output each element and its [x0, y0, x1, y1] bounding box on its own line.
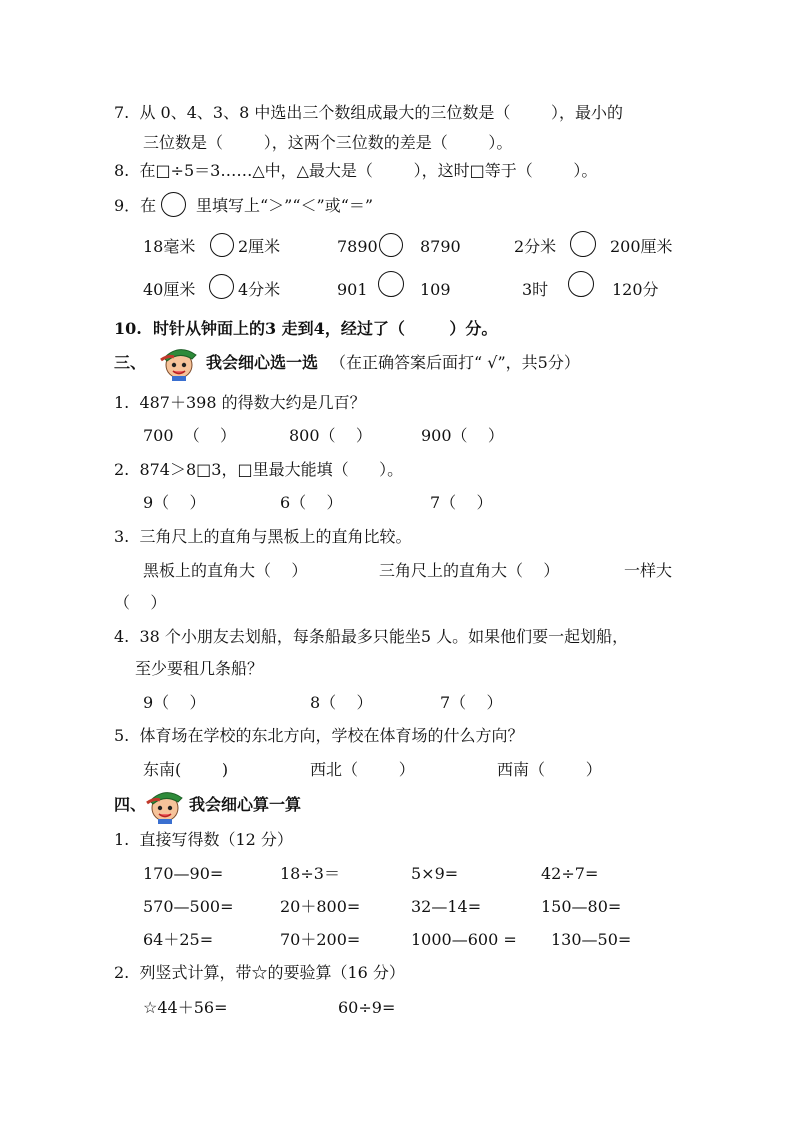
s3-q5-option-3: 西南（ ）	[497, 760, 602, 779]
s3-question-4-line-2: 至少要租几条船？	[135, 659, 264, 678]
question-10: 10. 时针从钟面上的3 走到4，经过了（ ）分。	[114, 319, 498, 338]
calc-r1-c4: 42÷7=	[541, 864, 599, 883]
section-4-number: 四、	[114, 795, 147, 814]
compare-r1-left-2: 7890	[337, 237, 378, 256]
s4-question-2: 2. 列竖式计算，带☆的要验算（16 分）	[114, 963, 405, 982]
s3-question-3: 3. 三角尺上的直角与黑板上的直角比较。	[114, 527, 412, 546]
compare-r1-right-1: 2厘米	[238, 237, 281, 256]
mascot-icon	[144, 786, 186, 824]
compare-r2-right-2: 109	[420, 280, 451, 299]
s3-q2-option-2: 6（ ）	[280, 493, 343, 512]
compare-circle-icon	[161, 192, 186, 217]
s3-q3-option-1: 黑板上的直角大（ ）	[143, 561, 308, 580]
calc-r3-c4: 130—50=	[551, 930, 632, 949]
compare-r2-left-3: 3时	[522, 280, 549, 299]
compare-r1-right-3: 200厘米	[610, 237, 673, 256]
calc-r2-c1: 570—500=	[143, 897, 234, 916]
compare-r2-left-1: 40厘米	[143, 280, 196, 299]
compare-r1-left-1: 18毫米	[143, 237, 196, 256]
calc-r3-c3: 1000—600 =	[411, 930, 517, 949]
calc-r1-c3: 5×9=	[411, 864, 459, 883]
s3-question-1: 1. 487＋398 的得数大约是几百？	[114, 393, 366, 412]
s3-q3-option-3-parens: （ ）	[114, 593, 167, 612]
section-3-note: （在正确答案后面打“ √”，共5分）	[330, 353, 580, 372]
calc-r3-c2: 70＋200=	[280, 930, 361, 949]
question-9-suffix: 里填写上“＞”“＜”或“＝”	[196, 196, 374, 215]
calc-r2-c4: 150—80=	[541, 897, 622, 916]
s3-q1-option-1: 700 （ ）	[143, 426, 237, 445]
compare-circle-2[interactable]	[379, 233, 403, 257]
calc-r2-c2: 20＋800=	[280, 897, 361, 916]
question-8: 8. 在□÷5＝3……△中，△最大是（ ），这时□等于（ ）。	[114, 161, 598, 180]
calc-r3-c1: 64＋25=	[143, 930, 214, 949]
compare-circle-6[interactable]	[568, 271, 594, 297]
vertical-calc-2: 60÷9=	[338, 998, 396, 1017]
s3-q1-option-3: 900（ ）	[421, 426, 504, 445]
mascot-icon	[158, 343, 200, 381]
s3-q5-option-2: 西北（ ）	[310, 760, 415, 779]
compare-r2-right-3: 120分	[612, 280, 659, 299]
s3-question-2: 2. 874＞8□3，□里最大能填（ ）。	[114, 460, 404, 479]
compare-r1-left-3: 2分米	[514, 237, 557, 256]
s3-q4-option-3: 7（ ）	[440, 693, 503, 712]
s3-q3-option-3: 一样大	[624, 561, 673, 580]
s3-q2-option-1: 9（ ）	[143, 493, 206, 512]
s3-q1-option-2: 800（ ）	[289, 426, 372, 445]
compare-circle-3[interactable]	[570, 231, 596, 257]
vertical-calc-1: ☆44＋56=	[143, 998, 228, 1017]
section-3-number: 三、	[114, 353, 147, 372]
s3-q4-option-2: 8（ ）	[310, 693, 373, 712]
compare-r2-left-2: 901	[337, 280, 368, 299]
section-4-title: 我会细心算一算	[189, 795, 302, 814]
question-7-line-1: 7. 从 0、4、3、8 中选出三个数组成最大的三位数是（ ），最小的	[114, 103, 624, 122]
section-3-title: 我会细心选一选	[206, 353, 319, 372]
compare-circle-1[interactable]	[210, 233, 234, 257]
s3-question-5: 5. 体育场在学校的东北方向，学校在体育场的什么方向？	[114, 726, 524, 745]
compare-r1-right-2: 8790	[420, 237, 461, 256]
calc-r1-c2: 18÷3＝	[280, 864, 340, 883]
s3-q4-option-1: 9（ ）	[143, 693, 206, 712]
compare-circle-5[interactable]	[378, 271, 404, 297]
calc-r1-c1: 170—90=	[143, 864, 224, 883]
compare-r2-right-1: 4分米	[238, 280, 281, 299]
question-9-prefix: 9．在	[114, 196, 157, 215]
s4-question-1: 1. 直接写得数（12 分）	[114, 830, 293, 849]
s3-q2-option-3: 7（ ）	[430, 493, 493, 512]
s3-q5-option-1: 东南( )	[143, 760, 229, 779]
compare-circle-4[interactable]	[209, 274, 234, 299]
s3-q3-option-2: 三角尺上的直角大（ ）	[379, 561, 560, 580]
calc-r2-c3: 32—14=	[411, 897, 482, 916]
question-7-line-2: 三位数是（ ），这两个三位数的差是（ ）。	[143, 133, 513, 152]
s3-question-4-line-1: 4. 38 个小朋友去划船，每条船最多只能坐5 人。如果他们要一起划船，	[114, 627, 629, 646]
